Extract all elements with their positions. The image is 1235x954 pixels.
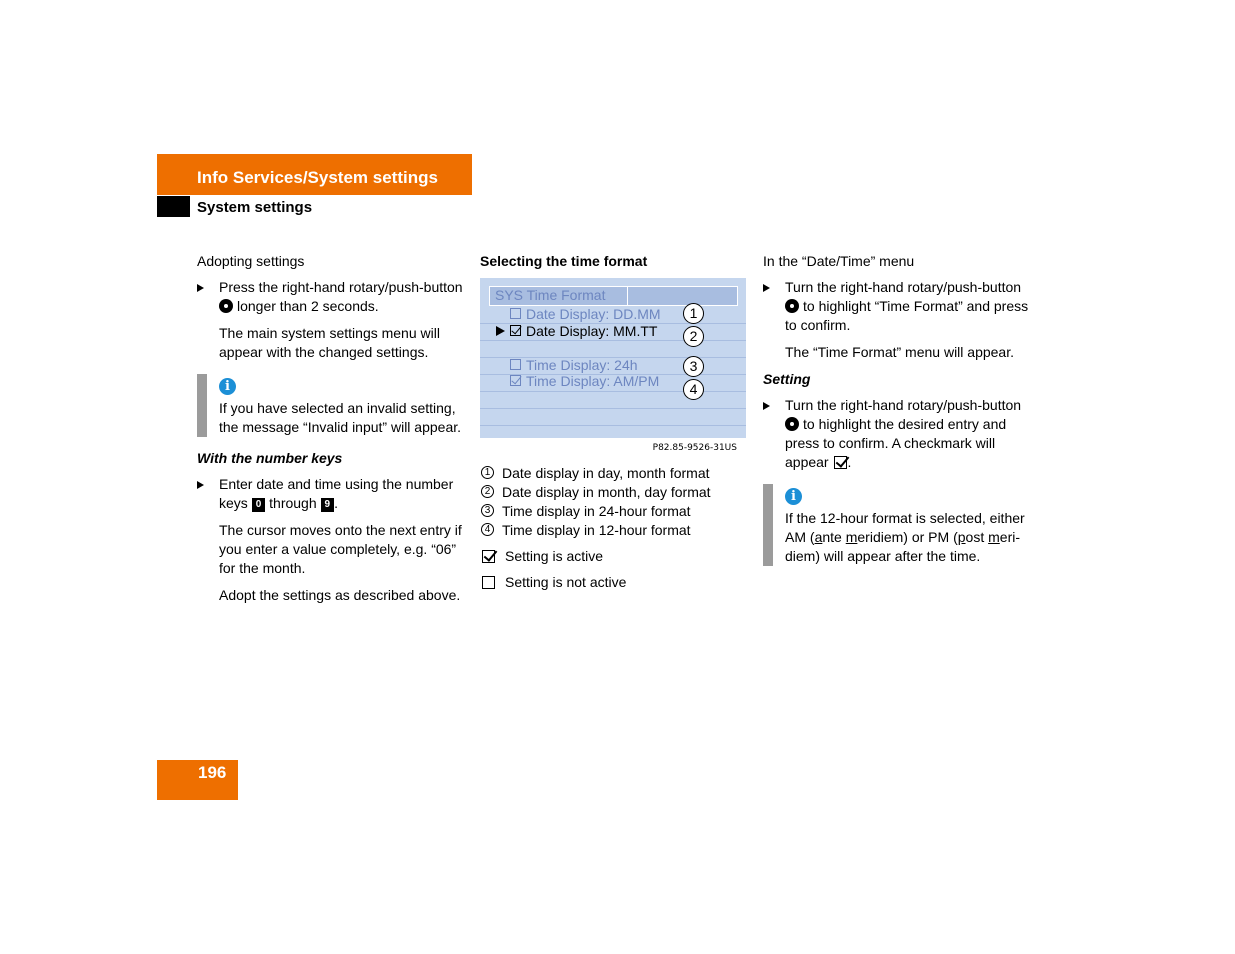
display-screen (480, 278, 746, 438)
number-keys-heading: With the number keys (197, 450, 343, 466)
page-number-box (157, 760, 238, 800)
figure-id: P82.85-9526-31US (652, 443, 737, 453)
section-title: Info Services/System settings (197, 168, 438, 187)
intro-text: In the “Date/Time” menu (763, 253, 915, 269)
subsection-marker (157, 196, 190, 217)
unchecked-box-icon (510, 308, 521, 319)
result-text: The cursor moves onto the next entry if you enter a value completely, e.g. “06” for the month. (219, 522, 462, 576)
step-enter-date: Enter date and time using the number keys 0 through 9 . (197, 475, 472, 513)
rotary-knob-icon (219, 299, 233, 313)
selection-arrow-icon (496, 326, 505, 336)
callout-2: 2 (683, 326, 704, 347)
column-right (763, 252, 1035, 578)
legend-inactive: Setting is not active (480, 573, 746, 592)
info-bar (763, 484, 773, 566)
legend-item: 2 Date display in month, day format (480, 483, 746, 502)
callout-1: 1 (683, 303, 704, 324)
step-text: through (269, 495, 317, 511)
info-note (197, 376, 472, 437)
rotary-knob-icon (785, 299, 799, 313)
screen-item: Time Display: 24h (510, 357, 638, 374)
setting-heading: Setting (763, 371, 811, 387)
screen-title: SYS Time Format (495, 287, 606, 303)
legend-item: 3 Time display in 24-hour format (480, 502, 746, 521)
page-number: 196 (198, 763, 227, 782)
callout-4: 4 (683, 379, 704, 400)
column-left (197, 252, 472, 613)
info-text: If you have selected an invalid setting, the message “Invalid input” will appear. (219, 400, 462, 435)
key-0-icon: 0 (252, 498, 266, 512)
step-highlight-entry: Turn the right-hand rotary/push-button to highlight the desired entry and press to confirm. A checkmark will appear . (763, 396, 1035, 472)
info-icon: i (785, 488, 802, 505)
checked-box-icon (510, 375, 521, 386)
column-middle (480, 252, 746, 592)
screen-item: Time Display: AM/PM (510, 373, 659, 390)
info-text: If the 12-hour format is selected, either AM (ante meridiem) or PM (post meri-diem) will appear after the time. (785, 510, 1025, 564)
checked-box-icon (482, 550, 495, 563)
bullet-arrow-icon (763, 402, 770, 410)
legend (480, 464, 746, 592)
checkmark-icon (834, 456, 847, 469)
unchecked-box-icon (510, 359, 521, 370)
unchecked-box-icon (482, 576, 495, 589)
subsection-title: System settings (197, 199, 313, 216)
info-note (763, 486, 1035, 566)
checked-box-icon (510, 325, 521, 336)
step-text: Enter date and time using the number keys (219, 476, 454, 511)
callout-3: 3 (683, 356, 704, 377)
bullet-arrow-icon (763, 284, 770, 292)
legend-item: 4 Time display in 12-hour format (480, 521, 746, 540)
step-highlight-time-format: Turn the right-hand rotary/push-button to highlight “Time Format” and press to confirm. (763, 278, 1035, 335)
info-bar (197, 374, 207, 437)
bullet-arrow-icon (197, 481, 204, 489)
screen-item-selected: Date Display: MM.TT (510, 323, 657, 340)
bullet-arrow-icon (197, 284, 204, 292)
rotary-knob-icon (785, 417, 799, 431)
step-text: Press the right-hand rotary/push-button (219, 279, 463, 295)
step-press-knob (197, 278, 472, 316)
screen-item: Date Display: DD.MM (510, 306, 661, 323)
step-text: longer than 2 seconds. (237, 298, 379, 314)
result-text: Adopt the settings as described above. (219, 587, 461, 603)
time-format-heading: Selecting the time format (480, 253, 648, 269)
info-icon: i (219, 378, 236, 395)
key-9-icon: 9 (321, 498, 335, 512)
legend-item: 1 Date display in day, month format (480, 464, 746, 483)
screen-title-bar (489, 286, 738, 306)
intro-text: Adopting settings (197, 253, 305, 269)
result-text: The “Time Format” menu will appear. (785, 344, 1014, 360)
result-text: The main system settings menu will appear with the changed settings. (219, 325, 440, 360)
legend-active: Setting is active (480, 547, 746, 566)
